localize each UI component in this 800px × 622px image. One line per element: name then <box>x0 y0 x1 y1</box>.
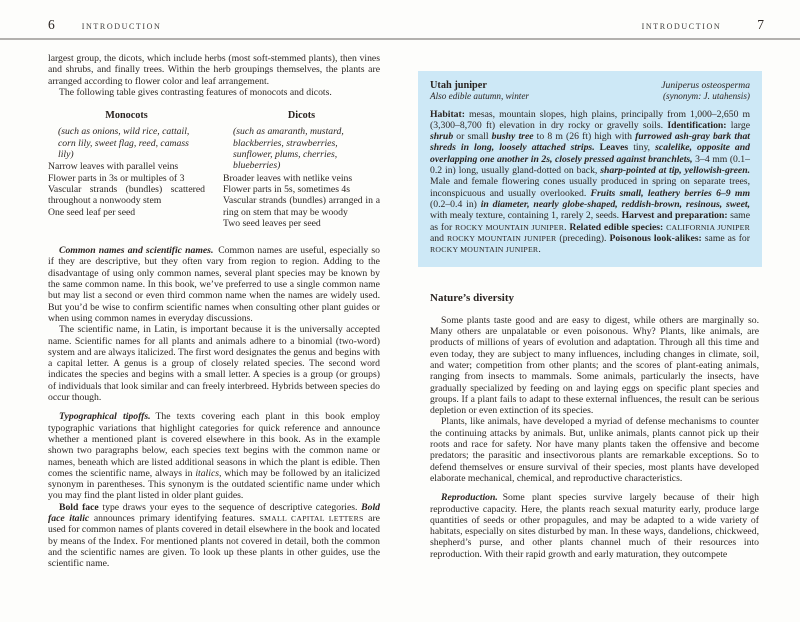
table-lead-in-paragraph: The following table gives contrasting features of monocots and dicots. <box>59 86 332 98</box>
table-row: Broader leaves with netlike veins <box>223 172 353 184</box>
dicots-column-title: Dicots <box>287 110 316 122</box>
table-row: Flower parts in 5s, sometimes 4s <box>223 183 351 195</box>
table-row: One seed leaf per seed <box>48 206 136 218</box>
species-edible-seasons: Also edible autumn, winter <box>430 91 530 102</box>
table-row: Narrow leaves with parallel veins <box>48 161 179 173</box>
right-page-column <box>418 53 762 560</box>
monocots-column-title: Monocots <box>105 110 148 122</box>
intro-continuation-paragraph: largest group, the dicots, which include herbs (most soft-stemmed plants), then vines and shrubs, and finally trees. Within the herb groupings themselves, the plants are arranged according to flower color and leaf arrangement. <box>48 53 380 87</box>
running-head-right <box>642 17 764 33</box>
monocots-examples: (such as onions, wild rice, cattail, corn lily, sweet flag, reed, camass lily) <box>58 126 190 161</box>
paragraph-common-names: Common names and scientific names. Common names are useful, especially so if they are descriptive, but they often vary from region to region. Adding to the disadvantage of using only common names, several plant species may be known by the same common name. In this book, we’ve preferred to use a single common name but may list a second or even third common name when the names are widely used. But you’d be wise to confirm scientific names when consulting other plant guides or when using common names in everyday discussions. <box>48 245 380 324</box>
paragraph-defense: Plants, like animals, have developed a myriad of defense mechanisms to counter the continuing attacks by animals. But, unlike animals, plants cannot pick up their roots and race for safety. Nor have many plants taken the offensive and become predators; the parasitic and insectivorous plants are remarkable exceptions. So to defend themselves or ensure survival of their species, most plants have developed elaborate mechanical, chemical, and reproductive characteristics. <box>430 416 759 484</box>
dicots-column <box>223 110 380 229</box>
species-latin-name: Juniperus osteosperma <box>661 80 750 91</box>
monocots-dicots-table <box>48 110 380 229</box>
table-row: Flower parts in 3s or multiples of 3 <box>48 172 185 184</box>
table-row: Vascular strands (bundles) arranged in a ring on stem that may be woody <box>223 195 380 218</box>
paragraph-bold-face: Bold face type draws your eyes to the sequence of descriptive categories. Bold face italic announces primary identifying features. SMALL CAPITAL LETTERS are used for common names of plants covered in detail elsewhere in the book and located by means of the Index. For mentioned plants not covered in detail, both the common and the scientific names are given. To look up these plants in other guides, use the scientific name. <box>48 501 380 570</box>
running-head-right-title: INTRODUCTION <box>641 22 722 31</box>
dicots-examples: (such as amaranth, mustard, blackberries, strawberries, sunflower, plums, cherries, blueberries) <box>233 126 344 172</box>
right-page-text-block <box>430 293 759 560</box>
paragraph-diversity: Some plants taste good and are easy to digest, while others are marginally so. Many others are unpalatable or even poisonous. Why? Plants, like animals, are products of millions of years of evolution and adaptation. Through all this time and even today, they are subject to many influences, including changes in climate, soil, and water; competition from other plants; and the scores of plant-eating animals, ranging from insects to mammals. Some animals, particularly the insects, have gradually specialized by feeding on and laying eggs on specific plant species and groups. If a plant fails to adapt to these external influences, the result can be serious depletion or even extinction of its species. <box>430 314 759 417</box>
paragraph-scientific-name: The scientific name, in Latin, is important because it is the universally accepted name. Scientific names for all plants and animals adhere to a binomial (two-word) system and are always italicized. The first word designates the genus and begins with a capital letter. A genus is a group of closely related species. The second word indicates the species and begins with a small letter. A species is a group (or groups) of individuals that look similar and can freely interbreed. Hybrids between species do occur though. <box>48 324 380 404</box>
species-synonym: (synonym: J. utahensis) <box>662 91 750 102</box>
header-rule <box>0 38 800 40</box>
table-row: Vascular strands (bundles) scattered throughout a nonwoody stem <box>48 183 205 207</box>
page-number-right: 7 <box>757 17 764 32</box>
paragraph-reproduction: Reproduction. Some plant species survive largely because of their high reproductive capacity. Here, the plants reach sexual maturity early, produce large quantities of seeds or other propagules, and may be adapted to a wide variety of habitats, especially on sites disturbed by man. In these ways, dandelions, chickweed, shepherd’s purse, and other plants channel much of their resources into reproduction. With their rapid growth and early maturation, they outcompete <box>430 492 759 560</box>
species-description: Habitat: mesas, mountain slopes, high plains, principally from 1,000–2,650 m (3,300–8,700 ft) elevation in dry rocky or gravelly soils. Identification: large shrub or small bushy tree to 8 m (26 ft) high with furrowed ash-gray bark that shreds in long, loosely attached strips. Leaves tiny, scalelike, opposite and overlapping one another in 2s, closely pressed against branchlets, 3–4 mm (0.1–0.2 in) long, usually gland-dotted on back, sharp-pointed at tip, yellowish-green. Male and female flowering cones usually produced in spring on separate trees, inconspicuous and usually overlooked. Fruits small, leathery berries 6–9 mm (0.2–0.4 in) in diameter, nearly globe-shaped, reddish-brown, resinous, sweet, with mealy texture, containing 1, rarely 2, seeds. Harvest and preparation: same as for ROCKY MOUNTAIN JUNIPER. Related edible species: CALIFORNIA JUNIPER and ROCKY MOUNTAIN JUNIPER (preceding). Poisonous look-alikes: same as for ROCKY MOUNTAIN JUNIPER. <box>430 108 751 256</box>
page-number-left: 6 <box>48 17 55 32</box>
species-box-utah-juniper <box>418 71 762 267</box>
section-heading-natures-diversity: Nature’s diversity <box>430 292 515 305</box>
paragraph-typographical-tipoffs: Typographical tipoffs. The texts covering each plant in this book employ typographic variations that highlight categories for quick reference and announce whether a mentioned plant is covered elsewhere in this book. As in the example shown two paragraphs below, each species text begins with the common name or names, beneath which are listed additional seasons in which the plant is edible. Then comes the scientific name, always in italics, which may be followed by an italicized synonym in parentheses. This synonym is the outdated scientific name under which you may find the plant listed in older plant guides. <box>48 411 381 502</box>
species-box-subheader-row <box>430 91 750 102</box>
species-common-name: Utah juniper <box>430 80 487 91</box>
running-head-left-title: INTRODUCTION <box>81 22 162 31</box>
monocots-column <box>48 110 205 229</box>
left-page-column <box>48 53 380 569</box>
running-head-left <box>48 17 161 33</box>
table-row: Two seed leaves per seed <box>223 217 321 229</box>
species-box-header-row <box>430 80 750 91</box>
